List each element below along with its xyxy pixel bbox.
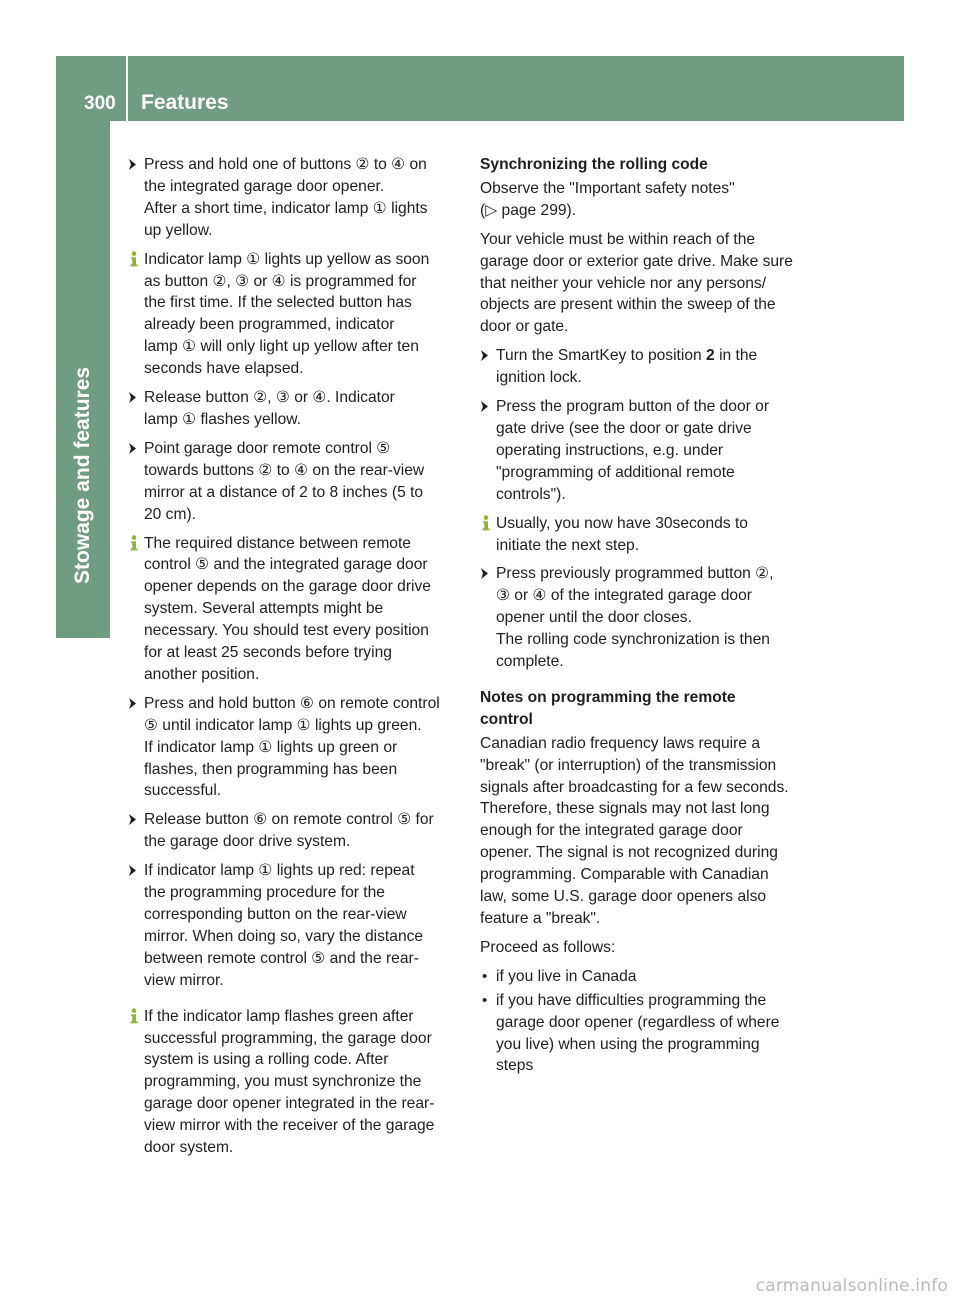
step-text — [144, 860, 464, 991]
instruction-step — [480, 563, 816, 673]
text-line: if you have difficulties programming the — [496, 991, 767, 1009]
text-line: garage door opener integrated in the rear- — [144, 1095, 435, 1113]
bullet-text: if you live in Canada — [496, 967, 637, 985]
text-line: view mirror. — [144, 971, 224, 989]
step-text — [144, 693, 464, 803]
text-line: garage door opener (regardless of where — [496, 1013, 780, 1031]
text-line: "break" (or interruption) of the transmission — [480, 756, 777, 774]
text-line: Press and hold button ⑥ on remote control — [144, 694, 440, 712]
text-line: seconds have elapsed. — [144, 360, 304, 378]
text-line: as button ②, ③ or ④ is programmed for — [144, 272, 417, 290]
info-text — [144, 249, 464, 380]
info-note — [128, 533, 464, 686]
text-line: Release button ⑥ on remote control ⑤ for — [144, 811, 434, 829]
instruction-step — [128, 693, 464, 803]
info-note — [128, 1006, 464, 1159]
text-line: Usually, you now have 30seconds to — [496, 514, 748, 532]
info-text — [144, 1006, 464, 1159]
text-line: ③ or ④ of the integrated garage door — [496, 587, 752, 605]
text-line: the garage door drive system. — [144, 833, 351, 851]
step-text — [496, 563, 816, 673]
text-line: successful. — [144, 782, 222, 800]
text-line: between remote control ⑤ and the rear- — [144, 949, 419, 967]
text-line: system is using a rolling code. After — [144, 1051, 389, 1069]
text-line: Your vehicle must be within reach of the — [480, 230, 756, 248]
text-line: control ⑤ and the integrated garage door — [144, 556, 428, 574]
text-line: Indicator lamp ① lights up yellow as soon — [144, 250, 430, 268]
step-arrow-icon — [480, 400, 490, 414]
instruction-step — [128, 809, 464, 853]
text-line: corresponding button on the rear-view — [144, 906, 407, 923]
step-text — [144, 438, 464, 526]
text-line: law, some U.S. garage door openers also — [480, 888, 767, 906]
paragraph: Proceed as follows: — [480, 938, 616, 956]
instruction-step — [128, 438, 464, 526]
text-line: ⑤ until indicator lamp ① lights up green. — [144, 716, 422, 734]
page-number: 300 — [84, 93, 116, 114]
list-item — [480, 966, 816, 988]
text-line: If indicator lamp ① lights up red: repeat — [144, 862, 415, 880]
text-line: flashes, then programming has been — [144, 760, 398, 778]
text-line: steps — [496, 1057, 534, 1075]
text-line: Point garage door remote control ⑤ — [144, 439, 391, 457]
text-line: programming. Comparable with Canadian — [480, 866, 769, 884]
bullet-dot: • — [482, 967, 488, 985]
instruction-step — [480, 345, 816, 389]
bullet-text — [496, 990, 816, 1078]
text-line: another position. — [144, 665, 260, 683]
text-line: mirror. When doing so, vary the distance — [144, 927, 424, 945]
paragraph — [480, 733, 816, 930]
watermark-url[interactable]: carmanualsonline.info — [755, 1276, 948, 1296]
text-line: objects are present within the sweep of the — [480, 296, 776, 314]
step-text — [496, 396, 816, 506]
text-line: necessary. You should test every position — [144, 622, 429, 640]
info-note — [128, 249, 464, 380]
step-arrow-icon — [128, 442, 138, 456]
text-line: controls"). — [496, 485, 566, 503]
text-line: enough for the integrated garage door — [480, 822, 743, 840]
instruction-step — [128, 860, 464, 991]
text-line: Observe the "Important safety notes" — [480, 179, 735, 197]
text-line: If the indicator lamp flashes green after — [144, 1007, 414, 1025]
header-divider — [126, 56, 128, 121]
text-line: Therefore, these signals may not last long — [480, 800, 770, 818]
text-line: lamp ① will only light up yellow after ten — [144, 338, 419, 356]
text-line: view mirror with the receiver of the garage — [144, 1117, 435, 1135]
step-arrow-icon — [128, 813, 138, 827]
text-line: opener until the door closes. — [496, 609, 692, 627]
text-line: towards buttons ② to ④ on the rear-view — [144, 461, 425, 479]
text-line: Press previously programmed button ②, — [496, 565, 774, 583]
instruction-step — [128, 154, 464, 242]
text-line: control — [480, 710, 533, 728]
step-text — [144, 809, 464, 853]
chapter-label: Stowage and features — [71, 366, 94, 584]
info-icon — [127, 1008, 141, 1022]
text-line: for at least 25 seconds before trying — [144, 644, 392, 662]
step-text: Turn the SmartKey to position 2 in the ignition lock. — [496, 347, 758, 387]
text-line: complete. — [496, 653, 564, 671]
text-line: The required distance between remote — [144, 534, 411, 552]
info-icon — [127, 251, 141, 265]
step-arrow-icon — [128, 864, 138, 878]
text-line: After a short time, indicator lamp ① lights — [144, 199, 428, 217]
text-line: door or gate. — [480, 318, 569, 336]
instruction-step — [480, 396, 816, 506]
text-line: opener. The signal is not recognized during — [480, 844, 778, 862]
text-line: signals after broadcasting for a few seconds. — [480, 778, 789, 796]
text-line: successful programming, the garage door — [144, 1029, 432, 1047]
instruction-step — [128, 387, 464, 431]
section-title: Features — [141, 91, 229, 114]
right-column — [480, 154, 816, 1079]
step-arrow-icon — [128, 158, 138, 172]
text-line: that neither your vehicle nor any persons/ — [480, 274, 767, 292]
text-line: gate drive (see the door or gate drive — [496, 419, 752, 437]
info-text — [496, 513, 816, 557]
text-line: up yellow. — [144, 221, 213, 239]
text-line: door system. — [144, 1139, 234, 1157]
text-line: opener depends on the garage door drive — [144, 578, 431, 596]
text-line: the programming procedure for the — [144, 884, 385, 902]
text-line: system. Several attempts might be — [144, 600, 384, 618]
text-line: Press and hold one of buttons ② to ④ on — [144, 156, 427, 173]
step-text — [144, 154, 464, 242]
text-line: feature a "break". — [480, 910, 601, 927]
step-arrow-icon — [128, 391, 138, 405]
step-text — [144, 387, 464, 431]
info-icon — [479, 515, 493, 529]
step-arrow-icon — [480, 349, 490, 363]
text-line: "programming of additional remote — [496, 463, 735, 481]
text-line: If indicator lamp ① lights up green or — [144, 738, 398, 756]
subsection-heading: Synchronizing the rolling code — [480, 156, 708, 173]
text-line: mirror at a distance of 2 to 8 inches (5 to — [144, 483, 424, 501]
text-line: you live) when using the programming — [496, 1035, 760, 1053]
info-note — [480, 513, 816, 557]
text-line: the first time. If the selected button has — [144, 294, 412, 312]
text-line: programming, you must synchronize the — [144, 1073, 422, 1091]
step-arrow-icon — [480, 567, 490, 581]
paragraph — [480, 178, 816, 222]
paragraph — [480, 229, 816, 339]
info-text — [144, 533, 464, 686]
text-line: 20 cm). — [144, 505, 196, 523]
list-item — [480, 990, 816, 1078]
text-line: The rolling code synchronization is then — [496, 631, 770, 649]
left-column — [128, 154, 464, 1166]
text-line: the integrated garage door opener. — [144, 177, 385, 195]
text-line: operating instructions, e.g. under — [496, 441, 724, 459]
step-arrow-icon — [128, 697, 138, 711]
text-line: lamp ① flashes yellow. — [144, 410, 301, 428]
text-line: Press the program button of the door or — [496, 398, 770, 416]
text-line: Release button ②, ③ or ④. Indicator — [144, 389, 395, 407]
bullet-dot: • — [482, 991, 488, 1009]
subsection-heading — [480, 687, 816, 731]
text-line: initiate the next step. — [496, 536, 640, 554]
text-line: garage door or exterior gate drive. Make sure — [480, 252, 793, 270]
text-line: already been programmed, indicator — [144, 316, 395, 334]
info-icon — [127, 535, 141, 549]
text-line: Notes on programming the remote — [480, 688, 736, 706]
text-line: Canadian radio frequency laws require a — [480, 734, 760, 752]
text-line: (▷ page 299). — [480, 201, 577, 219]
